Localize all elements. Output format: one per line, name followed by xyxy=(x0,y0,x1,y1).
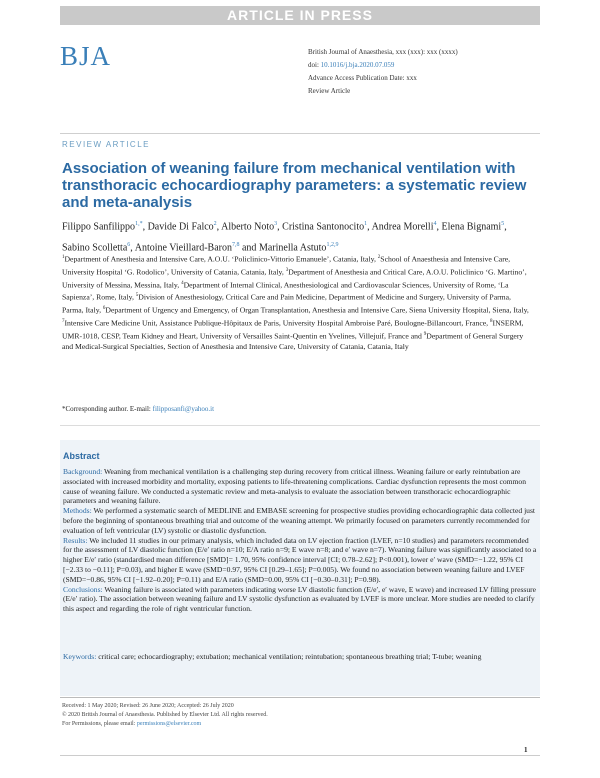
abstract-background xyxy=(63,467,537,506)
conclusions-label: Conclusions: xyxy=(63,584,103,594)
article-title: Association of weaning failure from mechanical ventilation with transthoracic echocardiography parameters: a systematic review and meta-analysis xyxy=(62,160,527,211)
author-affil-sup[interactable]: 7,8 xyxy=(231,242,240,249)
abstract-body xyxy=(63,467,537,614)
corresponding-label: *Corresponding author. E-mail: xyxy=(62,405,151,413)
author-separator: , xyxy=(504,221,507,233)
affiliation-text: Department of Anesthesia and Intensive Care, A.O.U. ‘Policlinico-Vittorio Emanuele’, Catania, Italy, xyxy=(64,254,378,264)
affiliations xyxy=(62,252,532,353)
author-name[interactable]: Alberto Noto xyxy=(221,221,275,233)
author-affil-sup[interactable]: 3 xyxy=(274,221,278,227)
author-separator: , xyxy=(436,221,442,233)
author-name[interactable]: Sabino Scolletta xyxy=(62,242,128,254)
affiliation-text: Intensive Care Medicine Unit, Assistance Publique-Hôpitaux de Paris, University Hospital Ambroise Paré, Boulogne-Billancourt, France, xyxy=(64,318,491,328)
doi-link[interactable]: 10.1016/j.bja.2020.07.059 xyxy=(320,61,395,69)
affiliation-number: 6 xyxy=(102,306,106,312)
author-affil-sup[interactable]: 1,2,9 xyxy=(326,242,339,249)
results-label: Results: xyxy=(63,535,88,545)
author-name[interactable]: Marinella Astuto xyxy=(258,242,327,254)
affiliation-number: 5 xyxy=(135,293,139,299)
keywords-label: Keywords: xyxy=(63,652,97,661)
keywords xyxy=(63,652,537,662)
article-kind: Review Article xyxy=(308,87,351,95)
abstract-conclusions xyxy=(63,585,537,614)
author-name[interactable]: Elena Bignami xyxy=(441,221,502,233)
affiliation-text: Department of Anesthesia and Critical Care, A.O.U. Policlinico ‘G. Martino’, University of Messina, Messina, Italy, xyxy=(62,267,527,290)
copyright: © 2020 British Journal of Anaesthesia. Published by Elsevier Ltd. All rights reserved. xyxy=(62,711,268,718)
abstract-results xyxy=(63,536,537,585)
conclusions-text: Weaning failure is associated with parameters indicating worse LV diastolic function (E/e′, e′ wave, E wave) and increased LV filling pressure (E/e′ ratio). The association between weaning failure and LV systolic dysfunction as evaluated by LVEF is more unclear. More studies are needed to clarify this aspect and regarding the role of right ventricular function. xyxy=(63,584,537,614)
affiliation-number: 3 xyxy=(285,267,289,273)
author-affil-sup[interactable]: 4 xyxy=(433,221,437,227)
methods-label: Methods: xyxy=(63,506,92,516)
journal-info xyxy=(308,46,568,98)
advance-access: Advance Access Publication Date: xxx xyxy=(308,74,417,82)
affiliation-text: INSERM, UMR-1018, CESP, Team Kidney and Heart, University of Versailles Saint-Quentin en Yvelines, Villejuif, France and xyxy=(62,318,524,341)
divider xyxy=(60,425,540,426)
author-separator: , xyxy=(142,221,148,233)
author-affil-sup[interactable]: 2 xyxy=(213,221,217,227)
divider xyxy=(60,133,540,134)
background-label: Background: xyxy=(63,467,103,476)
abstract-heading: Abstract xyxy=(63,451,100,461)
affiliation-text: School of Anaesthesia and Intensive Care, University Hospital ‘G. Rodolico’, University of Catania, Catania, Italy, xyxy=(62,254,511,277)
journal-citation: British Journal of Anaesthesia, xxx (xxx): xxx (xxxx) xyxy=(308,48,458,56)
divider xyxy=(60,697,540,698)
article-dates: Received: 1 May 2020; Revised: 26 June 2020; Accepted: 26 July 2020 xyxy=(62,703,234,709)
affiliation-number: 1 xyxy=(62,255,65,260)
affiliation-text: Division of Anesthesiology, Critical Care and Pain Medicine, Department of Medicine and Surgery, University of Parma, Parma, Italy, xyxy=(62,292,511,315)
affiliation-number: 2 xyxy=(377,255,381,260)
author-affil-sup[interactable]: 6 xyxy=(127,242,131,249)
results-text: We included 11 studies in our primary analysis, which included data on LV ejection fraction (LVEF, n=10 studies) and parameters recommended for the assessment of LV diastolic function (E/e′ ratio n=10; E/A ratio n=9; E wave n=8; and e′ wave n=7). Weaning failure was significantly associated to a higher E/e′ ratio (standardised mean difference [SMD]= 1.70, 95% confidence interval [CI; 0.78–2.62]; P<0.001), lower e′ wave (SMD=−1.22, 95% CI [−2.33 to −0.11]; P=0.03), and higher E wave (SMD=0.97, 95% CI [0.29–1.65]; P=0.005). We found no association between weaning failure and LVEF (SMD=−0.86, 95% CI [−1.92–0.20]; P=0.11) and E/A ratio (SMD=0.00, 95% CI [−0.30–0.31]; P=0.98). xyxy=(63,535,537,584)
doi-label: doi: xyxy=(308,61,319,69)
permissions-label: For Permissions, please email: xyxy=(62,720,136,727)
article-type: REVIEW ARTICLE xyxy=(62,140,150,149)
author-name[interactable]: Filippo Sanfilippo xyxy=(62,221,136,233)
journal-logo: BJA xyxy=(60,41,112,71)
affiliation-number: 9 xyxy=(423,331,427,337)
author-separator: , xyxy=(367,221,372,233)
author-name[interactable]: Antoine Vieillard-Baron xyxy=(134,242,232,254)
abstract-methods xyxy=(63,506,537,535)
author-affil-sup[interactable]: 1 xyxy=(364,221,368,227)
affiliation-text: Department of Internal Clinical, Anesthesiological and Cardiovascular Sciences, University of Rome, ‘La Sapienza’, Rome, Italy, xyxy=(62,280,509,302)
author-affil-sup[interactable]: 1,* xyxy=(135,221,143,227)
author-separator: , xyxy=(130,242,135,254)
author-affil-sup[interactable]: 5 xyxy=(501,221,505,227)
author-name[interactable]: Cristina Santonocito xyxy=(282,221,365,233)
author-separator: , xyxy=(216,221,222,233)
author-name[interactable]: Davide Di Falco xyxy=(147,221,214,233)
corresponding-author xyxy=(62,405,214,413)
keywords-text: critical care; echocardiography; extubation; mechanical ventilation; reintubation; spontaneous breathing trial; T-tube; weaning xyxy=(96,652,482,661)
affiliation-text: Department of Urgency and Emergency, of Organ Transplantation, Anesthesia and Intensive Care, Siena University Hospital, Siena, Italy, xyxy=(105,305,529,315)
divider xyxy=(60,755,540,756)
author-separator: , xyxy=(277,221,283,233)
permissions-email-link[interactable]: permissions@elsevier.com xyxy=(136,720,202,727)
article-footer xyxy=(62,702,532,728)
affiliation-number: 4 xyxy=(181,280,184,286)
affiliation-number: 7 xyxy=(62,318,65,324)
corresponding-email-link[interactable]: filipposanfi@yahoo.it xyxy=(152,405,215,413)
author-name[interactable]: Andrea Morelli xyxy=(371,221,434,233)
article-in-press-banner: ARTICLE IN PRESS xyxy=(60,6,540,25)
background-text: Weaning from mechanical ventilation is a challenging step during recovery from critical illness. Weaning failure or early reintubation are associated with increased morbidity and mortality, exposing patients to life-threatening complications. Cardiac dysfunction represents the most common cause of weaning failure. We conducted a systematic review and meta-analysis to evaluate the association between transthoracic echocardiographic parameters and weaning failure. xyxy=(63,467,527,506)
affiliation-number: 8 xyxy=(490,318,493,324)
methods-text: We performed a systematic search of MEDLINE and EMBASE screening for prospective studies providing echocardiographic data collected just before the beginning of spontaneous breathing trial and outcome of the weaning attempt. We primarily focused on parameters currently recommended for evaluation of left ventricular (LV) systolic or diastolic dysfunction. xyxy=(63,506,536,535)
author-separator: and xyxy=(239,242,259,254)
affiliation-text: Department of General Surgery and Medical-Surgical Specialties, Section of Anesthesia and Intensive Care, University of Catania, Catania, Italy xyxy=(62,331,524,352)
page-number: 1 xyxy=(524,746,528,754)
